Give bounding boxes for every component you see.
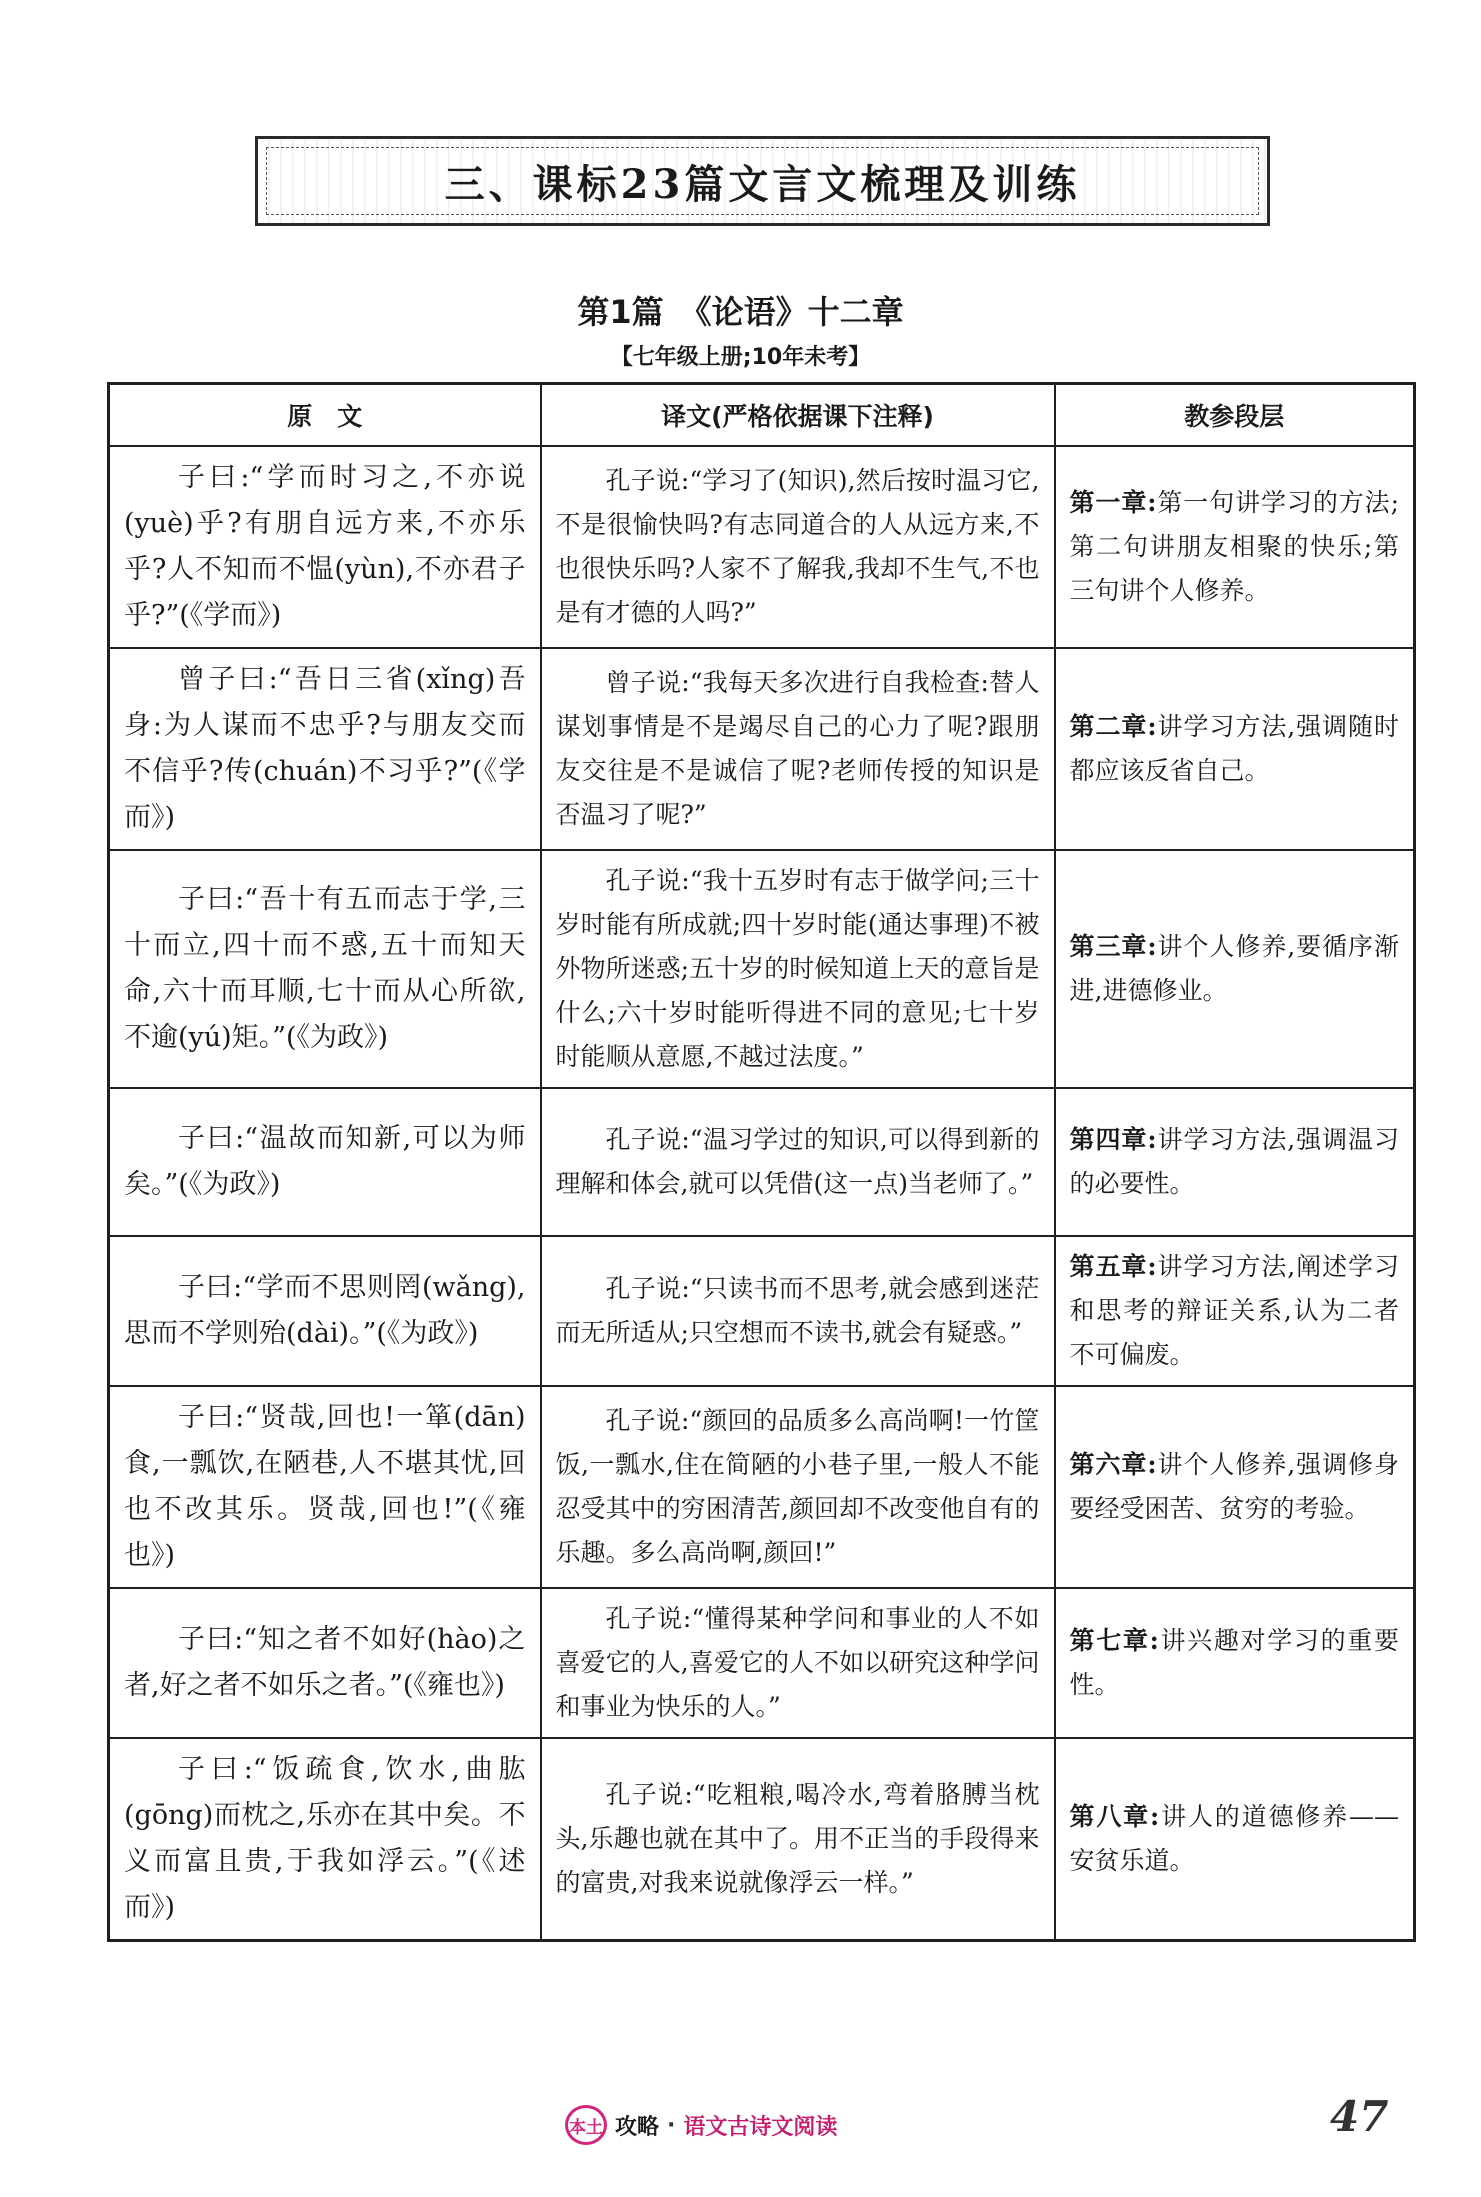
- original-cell: 子曰:“饭疏食,饮水,曲肱(gōng)而枕之,乐亦在其中矣。不义而富且贵,于我如浮云。”(《述而》): [109, 1738, 541, 1941]
- table-row: [109, 1738, 1415, 1941]
- chapter-label: 第四章:: [1069, 1125, 1157, 1154]
- translation-cell: 孔子说:“我十五岁时有志于做学问;三十岁时能有所成就;四十岁时能(通达事理)不被外物所迷惑;五十岁的时候知道上天的意旨是什么;六十岁时能听得进不同的意见;七十岁时能顺从意愿,不越过法度。”: [541, 850, 1055, 1088]
- translation-cell: 孔子说:“只读书而不思考,就会感到迷茫而无所适从;只空想而不读书,就会有疑惑。”: [541, 1236, 1055, 1386]
- brand-separator: ·: [667, 2112, 676, 2138]
- translation-cell: 孔子说:“温习学过的知识,可以得到新的理解和体会,就可以凭借(这一点)当老师了。”: [541, 1088, 1055, 1236]
- translation-cell: 孔子说:“吃粗粮,喝冷水,弯着胳膊当枕头,乐趣也就在其中了。用不正当的手段得来的富贵,对我来说就像浮云一样。”: [541, 1738, 1055, 1941]
- table-row: [109, 648, 1415, 850]
- translation-cell: 孔子说:“颜回的品质多么高尚啊!一竹筐饭,一瓢水,住在简陋的小巷子里,一般人不能忍受其中的穷困清苦,颜回却不改变他自有的乐趣。多么高尚啊,颜回!”: [541, 1386, 1055, 1588]
- structure-cell: [1055, 1738, 1415, 1941]
- structure-cell: [1055, 1088, 1415, 1236]
- table-row: [109, 1588, 1415, 1738]
- chapter-note: 讲个人修养,要循序渐进,进德修业。: [1069, 932, 1399, 1005]
- structure-cell: [1055, 1588, 1415, 1738]
- table-row: [109, 1386, 1415, 1588]
- footer-brand: [565, 2106, 837, 2144]
- chapter-note: 讲兴趣对学习的重要性。: [1069, 1626, 1399, 1699]
- chapter-note: 讲学习方法,强调随时都应该反省自己。: [1069, 712, 1399, 785]
- chapter-label: 第一章:: [1069, 488, 1157, 517]
- chapter-note: 讲个人修养,强调修身要经受困苦、贫穷的考验。: [1069, 1450, 1399, 1523]
- column-header-translation: 译文(严格依据课下注释): [541, 384, 1055, 447]
- translation-cell: 孔子说:“学习了(知识),然后按时温习它,不是很愉快吗?有志同道合的人从远方来,不也很快乐吗?人家不了解我,我却不生气,不也是有才德的人吗?”: [541, 446, 1055, 648]
- book-name: 语文古诗文阅读: [683, 2114, 838, 2140]
- structure-cell: [1055, 1236, 1415, 1386]
- column-header-structure: 教参段层: [1055, 384, 1415, 447]
- structure-cell: [1055, 446, 1415, 648]
- chapter-label: 第八章:: [1069, 1802, 1160, 1831]
- column-header-original: 原 文: [109, 384, 541, 447]
- translation-cell: 曾子说:“我每天多次进行自我检查:替人谋划事情是不是竭尽自己的心力了呢?跟朋友交往是不是诚信了呢?老师传授的知识是否温习了呢?”: [541, 648, 1055, 850]
- analysis-table: [107, 382, 1416, 1942]
- chapter-label: 第六章:: [1069, 1450, 1157, 1479]
- original-cell: 子曰:“吾十有五而志于学,三十而立,四十而不惑,五十而知天命,六十而耳顺,七十而从心所欲,不逾(yú)矩。”(《为政》): [109, 850, 541, 1088]
- grade-tag: 【七年级上册;10年未考】: [610, 345, 871, 370]
- table-row: [109, 1236, 1415, 1386]
- original-cell: 子曰:“学而时习之,不亦说(yuè)乎?有朋自远方来,不亦乐乎?人不知而不愠(yùn),不亦君子乎?”(《学而》): [109, 446, 541, 648]
- original-cell: 子曰:“知之者不如好(hào)之者,好之者不如乐之者。”(《雍也》): [109, 1588, 541, 1738]
- chapter-label: 第二章:: [1069, 712, 1157, 741]
- structure-cell: [1055, 648, 1415, 850]
- table-row: [109, 850, 1415, 1088]
- chapter-label: 第三章:: [1069, 932, 1157, 961]
- table-row: [109, 1088, 1415, 1236]
- brand-badge-icon: 本土: [565, 2105, 607, 2145]
- brand-name: 攻略: [615, 2114, 660, 2140]
- lesson-title: 第1篇 《论语》十二章: [577, 293, 904, 331]
- original-cell: 子曰:“贤哉,回也!一箪(dān)食,一瓢饮,在陋巷,人不堪其忧,回也不改其乐。贤哉,回也!”(《雍也》): [109, 1386, 541, 1588]
- chapter-note: 讲人的道德修养——安贫乐道。: [1069, 1802, 1399, 1875]
- section-banner: [255, 136, 1270, 226]
- structure-cell: [1055, 850, 1415, 1088]
- chapter-label: 第五章:: [1069, 1252, 1157, 1281]
- structure-cell: [1055, 1386, 1415, 1588]
- table-header-row: [109, 384, 1415, 447]
- original-cell: 子曰:“温故而知新,可以为师矣。”(《为政》): [109, 1088, 541, 1236]
- original-cell: 曾子曰:“吾日三省(xǐng)吾身:为人谋而不忠乎?与朋友交而不信乎?传(chuán)不习乎?”(《学而》): [109, 648, 541, 850]
- chapter-note: 讲学习方法,强调温习的必要性。: [1069, 1125, 1399, 1198]
- chapter-note: 讲学习方法,阐述学习和思考的辩证关系,认为二者不可偏废。: [1069, 1252, 1399, 1369]
- page-number: 47: [1330, 2092, 1389, 2141]
- section-title: 三、课标23篇文言文梳理及训练: [444, 160, 1081, 208]
- chapter-note: 第一句讲学习的方法;第二句讲朋友相聚的快乐;第三句讲个人修养。: [1069, 488, 1399, 605]
- translation-cell: 孔子说:“懂得某种学问和事业的人不如喜爱它的人,喜爱它的人不如以研究这种学问和事业为快乐的人。”: [541, 1588, 1055, 1738]
- table-row: [109, 446, 1415, 648]
- original-cell: 子曰:“学而不思则罔(wǎng),思而不学则殆(dài)。”(《为政》): [109, 1236, 541, 1386]
- chapter-label: 第七章:: [1069, 1626, 1159, 1655]
